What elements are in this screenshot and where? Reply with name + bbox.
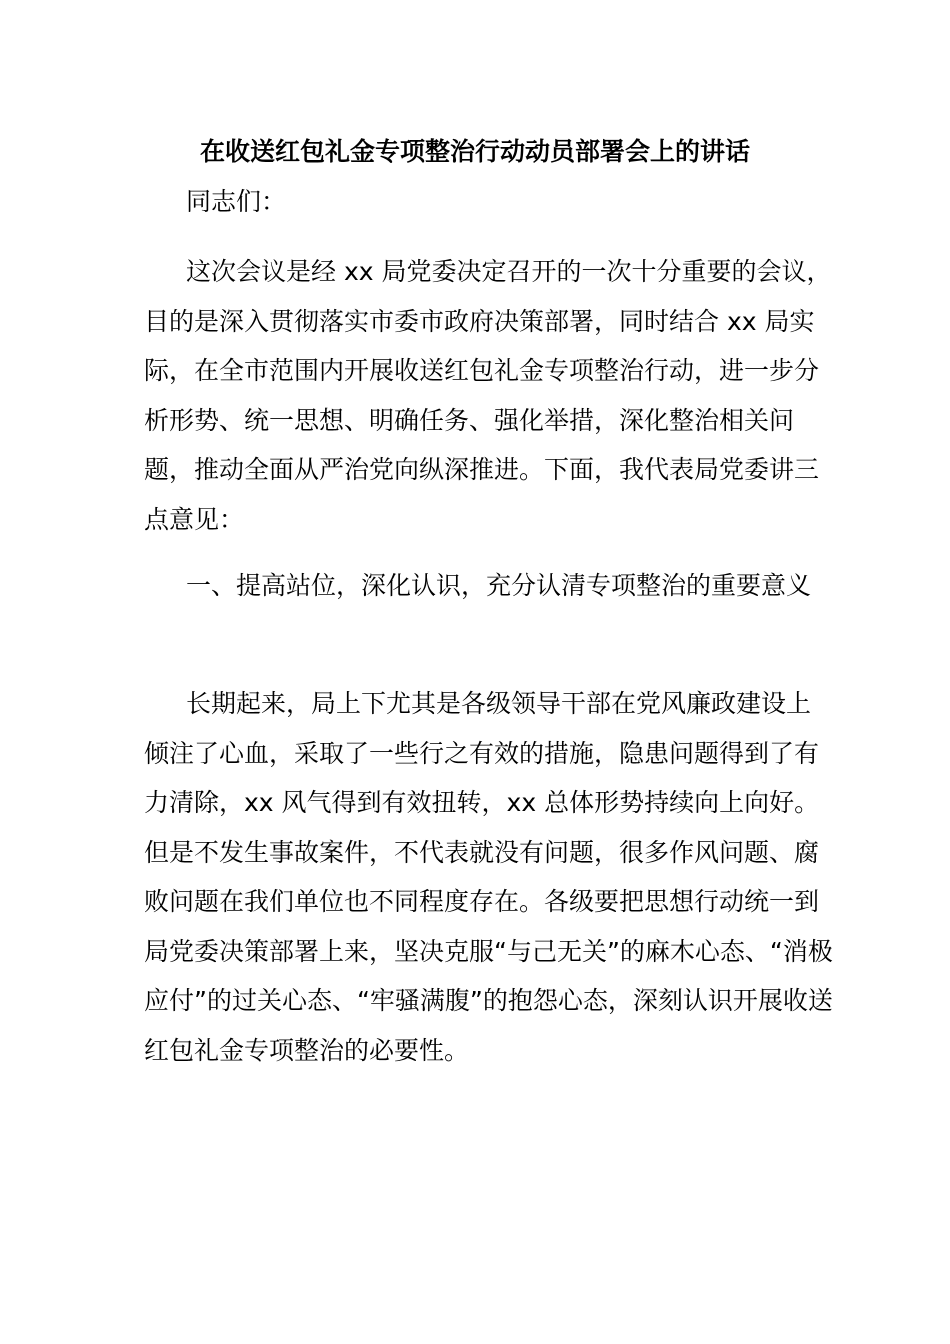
paragraph-section-1: 长期起来，局上下尤其是各级领导干部在党风廉政建设上倾注了心血，采取了一些行之有效的措施，隐患问题得到了有力清除，xx 风气得到有效扭转，xx 总体形势持续向上向好。但是不发生事故案件，不代表就没有问题，很多作风问题、腐败问题在我们单位也不同程度存在。各级要把思想行动统一到局党委决策部署上来，坚决克服“与己无关”的麻木心态、“消极应付”的过关心态、“牢骚满腹”的抱怨心态，深刻认识开展收送红包礼金专项整治的必要性。 [144, 689, 833, 1065]
document-title: 在收送红包礼金专项整治行动动员部署会上的讲话 [199, 137, 750, 166]
salutation: 同志们： [186, 187, 287, 216]
section-heading-1: 一、提高站位，深化认识，充分认清专项整治的重要意义 [186, 571, 812, 600]
paragraph-intro: 这次会议是经 xx 局党委决定召开的一次十分重要的会议，目的是深入贯彻落实市委市政府决策部署，同时结合 xx 局实际，在全市范围内开展收送红包礼金专项整治行动，进一步分析形势、统一思想、明确任务、强化举措，深化整治相关问题，推动全面从严治党向纵深推进。下面，我代表局党委讲三点意见： [144, 257, 832, 534]
